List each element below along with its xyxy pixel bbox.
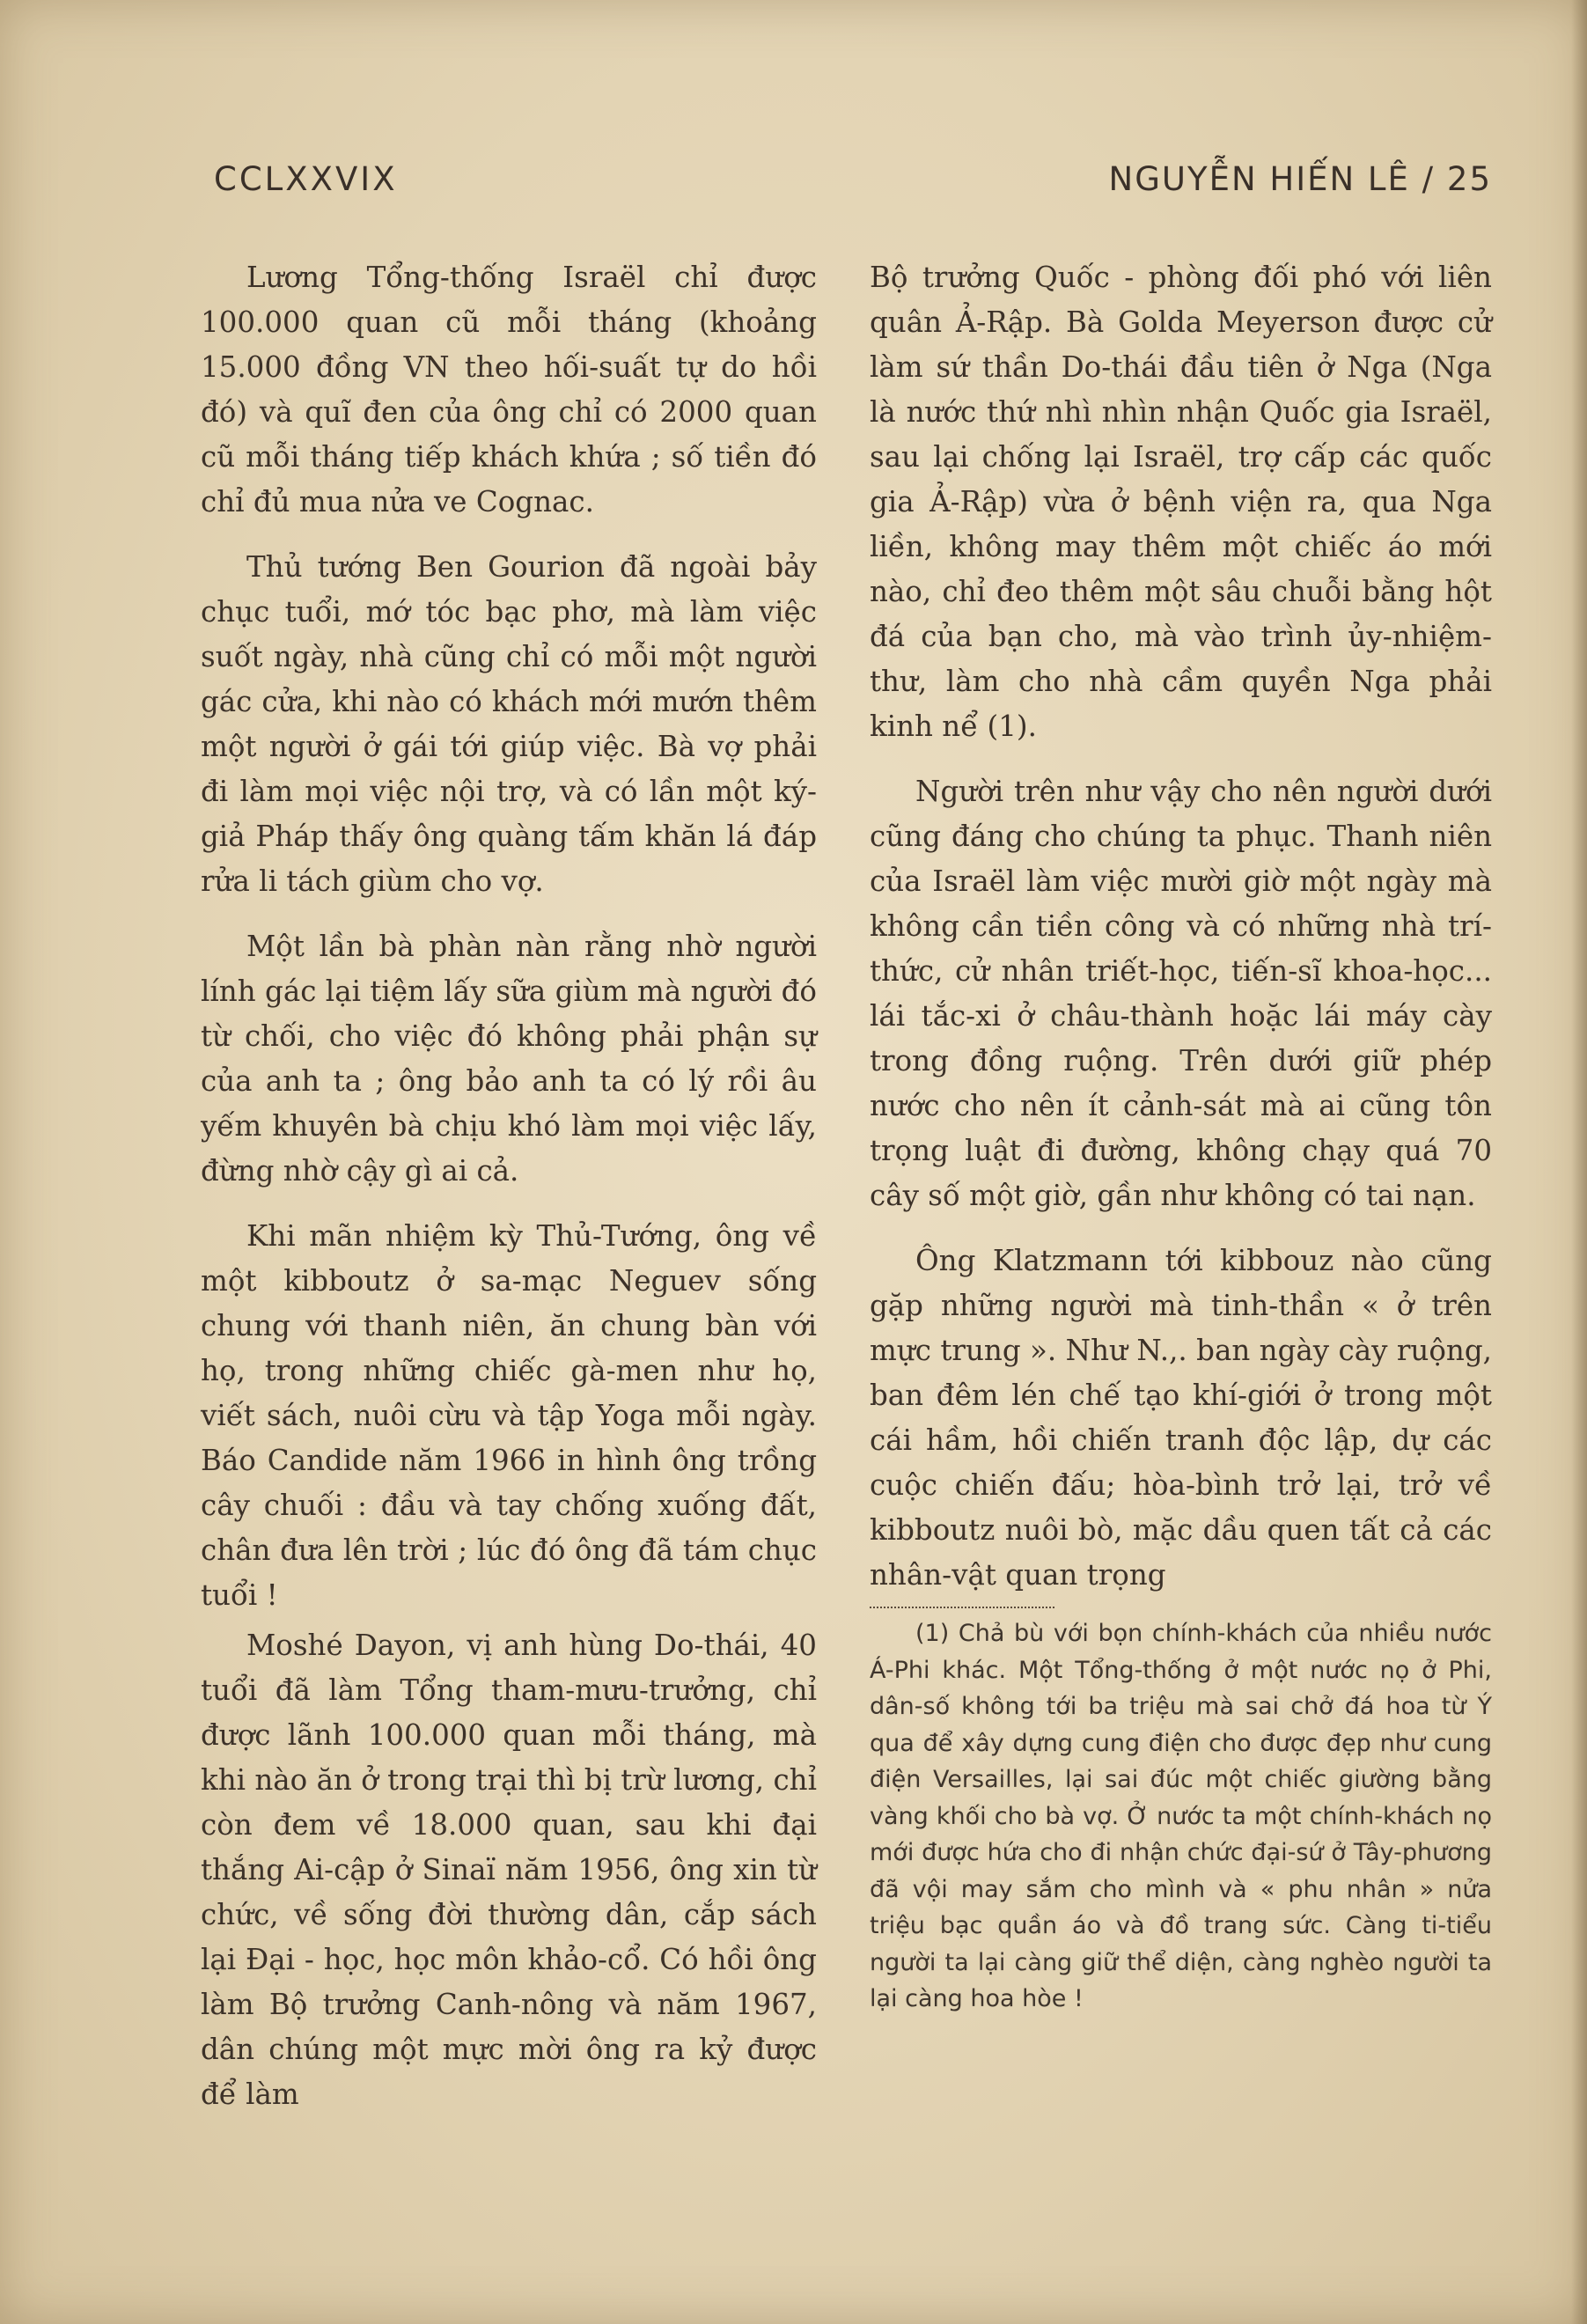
left-column — [201, 255, 817, 2137]
right-column — [870, 255, 1492, 2038]
paragraph: Người trên như vậy cho nên người dưới cũng đáng cho chúng ta phục. Thanh niên của Israël làm việc mười giờ một ngày mà không cần tiền công và có những nhà trí-thức, cử nhân triết-học, tiến-sĩ khoa-học... lái tắc-xi ở châu-thành hoặc lái máy cày trong đồng ruộng. Trên dưới giữ phép nước cho nên ít cảnh-sát mà ai cũng tôn trọng luật đi đường, không chạy quá 70 cây số một giờ, gần như không có tai nạn. — [870, 775, 1492, 1212]
paragraph: Moshé Dayon, vị anh hùng Do-thái, 40 tuổi đã làm Tổng tham-mưu-trưởng, chỉ được lãnh 100.000 quan mỗi tháng, mà khi nào ăn ở trong trại thì bị trừ lương, chỉ còn đem về 18.000 quan, sau khi đại thắng Ai-cập ở Sinaï năm 1956, ông xin từ chức, về sống đời thường dân, cắp sách lại Đại - học, học môn khảo-cổ. Có hồi ông làm Bộ trưởng Canh-nông và năm 1967, dân chúng một mực mời ông ra kỷ được để làm — [201, 1629, 817, 2111]
running-header-code: CCLXXVIX — [214, 160, 398, 198]
running-header-author-page: NGUYỄN HIẾN LÊ / 25 — [1108, 160, 1492, 198]
paragraph: Một lần bà phàn nàn rằng nhờ người lính gác lại tiệm lấy sữa giùm mà người đó từ chối, cho việc đó không phải phận sự của anh ta ; ông bảo anh ta có lý rồi âu yếm khuyên bà chịu khó làm mọi việc lấy, đừng nhờ cậy gì ai cả. — [201, 930, 817, 1188]
paragraph: Ông Klatzmann tới kibbouz nào cũng gặp những người mà tinh-thần « ở trên mực trung ». Như N.,. ban ngày cày ruộng, ban đêm lén chế tạo khí-giới ở trong một cái hầm, hồi chiến tranh độc lập, dự các cuộc chiến đấu; hòa-bình trở lại, trở về kibboutz nuôi bò, mặc dầu quen tất cả các nhân-vật quan trọng — [870, 1244, 1492, 1592]
footnote-divider — [870, 1607, 1054, 1608]
paragraph: Khi mãn nhiệm kỳ Thủ-Tướng, ông về một kibboutz ở sa-mạc Neguev sống chung với thanh niên, ăn chung bàn với họ, trong những chiếc gà-men như họ, viết sách, nuôi cừu và tập Yoga mỗi ngày. Báo Candide năm 1966 in hình ông trồng cây chuối : đầu và tay chống xuống đất, chân đưa lên trời ; lúc đó ông đã tám chục tuổi ! — [201, 1219, 817, 1612]
paragraph: Bộ trưởng Quốc - phòng đối phó với liên quân Ả-Rập. Bà Golda Meyerson được cử làm sứ thần Do-thái đầu tiên ở Nga (Nga là nước thứ nhì nhìn nhận Quốc gia Israël, sau lại chống lại Israël, trợ cấp các quốc gia Ả-Rập) vừa ở bệnh viện ra, qua Nga liền, không may thêm một chiếc áo mới nào, chỉ đeo thêm một sâu chuỗi bằng hột đá của bạn cho, mà vào trình ủy-nhiệm-thư, làm cho nhà cầm quyền Nga phải kinh nể (1). — [870, 261, 1492, 743]
paragraph: Lương Tổng-thống Israël chỉ được 100.000 quan cũ mỗi tháng (khoảng 15.000 đồng VN theo hối-suất tự do hồi đó) và quĩ đen của ông chỉ có 2000 quan cũ mỗi tháng tiếp khách khứa ; số tiền đó chỉ đủ mua nửa ve Cognac. — [201, 261, 817, 518]
footnote: (1) Chả bù với bọn chính-khách của nhiều nước Á-Phi khác. Một Tổng-thống ở một nước nọ ở Phi, dân-số không tới ba triệu mà sai chở đá hoa từ Ý qua để xây dựng cung điện cho được đẹp như cung điện Versailles, lại sai đúc một chiếc giường bằng vàng khối cho bà vợ. Ở nước ta một chính-khách nọ mới được hứa cho đi nhận chức đại-sứ ở Tây-phương đã vội may sắm cho mình và « phu nhân » nửa triệu bạc quần áo và đồ trang sức. Càng ti-tiểu người ta lại càng giữ thể diện, càng nghèo người ta lại càng hoa hòe ! — [870, 1620, 1492, 2012]
page-edge — [1571, 0, 1587, 2324]
paragraph: Thủ tướng Ben Gourion đã ngoài bảy chục tuổi, mớ tóc bạc phơ, mà làm việc suốt ngày, nhà cũng chỉ có mỗi một người gác cửa, khi nào có khách mới mướn thêm một người ở gái tới giúp việc. Bà vợ phải đi làm mọi việc nội trợ, và có lần một ký-giả Pháp thấy ông quàng tấm khăn lá đáp rửa li tách giùm cho vợ. — [201, 550, 817, 898]
